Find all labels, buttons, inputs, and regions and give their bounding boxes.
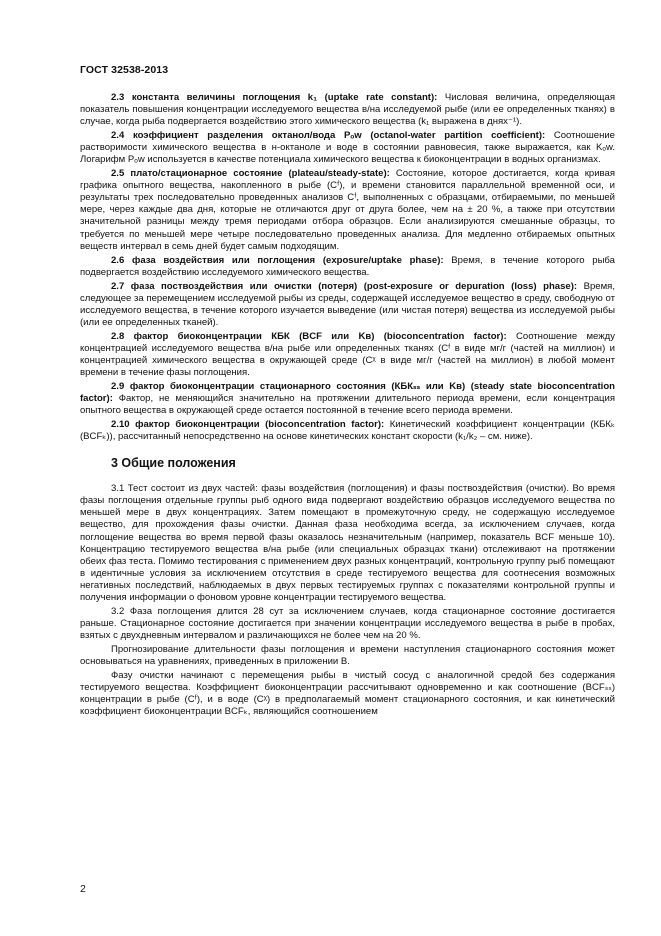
definition-item: [80, 92, 615, 128]
page-number: 2: [80, 883, 86, 895]
definition-term: 2.10 фактор биоконцентрации (bioconcentration factor):: [111, 419, 385, 431]
definition-term: 2.8 фактор биоконцентрации КБК (BCF или Kʙ) (bioconcentration factor):: [111, 330, 507, 342]
section-paragraph: Фазу очистки начинают с перемещения рыбы в чистый сосуд с аналогичной средой без содержания тестируемого вещества. Коэффициент биоконцентрации рассчитывают одновременно и как соотношение (BCFₛₛ) концентрации в рыбе (Cᶠ), и в воде (Cᵡ) в предполагаемый момент стационарного состояния, и как кинетический коэффициент биоконцентрации BCFₖ, являющийся соотношением: [80, 670, 615, 718]
section-heading: 3 Общие положения: [111, 456, 236, 471]
definition-item: [80, 130, 615, 166]
section-body: [80, 483, 615, 718]
definition-term: 2.3 константа величины поглощения k₁ (uptake rate constant):: [111, 92, 438, 103]
definition-text: Фактор, не меняющийся значительно на протяжении длительного периода времени, если концентрация опытного вещества в окружающей среде остается постоянной в течение всего периода времени.: [80, 393, 615, 417]
definition-term: 2.5 плато/стационарное состояние (plateau/steady-state):: [111, 168, 390, 180]
definition-item: [80, 381, 615, 417]
definition-term: 2.9 фактор биоконцентрации стационарного состояния (КБКₛₛ или Kʙ) (steady state bioconcentration factor):: [80, 381, 615, 405]
definition-item: [80, 331, 615, 379]
definition-item: [80, 168, 615, 252]
document-body: [80, 92, 615, 718]
definition-item: [80, 281, 615, 329]
section-paragraph: Прогнозирование длительности фазы поглощения и времени наступления стационарного состояния может основываться на уравнениях, приведенных в приложении В.: [80, 643, 615, 667]
definition-term: 2.6 фаза воздействия или поглощения (exposure/uptake phase):: [111, 254, 444, 266]
section-paragraph: 3.1 Тест состоит из двух частей: фазы воздействия (поглощения) и фазы поствоздействия (очистки). Во время фазы поглощения отдельные группы рыб одного вида подвергают воздействию образцов исследуемого вещества по меньшей мере в двух концентрациях. Затем помещают в промежуточную среду, не содержащую исследуемое вещество, для прохождения фазы очистки. Данная фаза необходима всегда, за исключением случаев, когда поглощение вещества во время первой фазы оказалось незначительным (например, показатель BCF меньше 10). Концентрацию тестируемого вещества в/на рыбе (или специальных образцах ткани) отслеживают на протяжении обеих фаз теста. Помимо тестирования с применением двух разных концентраций, контрольную группу рыб помещают в идентичные условия за исключением отсутствия в среде тестируемого вещества для соотнесения возможных негативных последствий, наблюдаемых в двух первых тестируемых группах с показателями контрольной группы и получения информации о фоновом уровне концентрации тестируемого вещества.: [80, 483, 615, 603]
definition-item: [80, 419, 615, 443]
section-paragraph: 3.2 Фаза поглощения длится 28 сут за исключением случаев, когда стационарное состояние достигается раньше. Стационарное состояние достигается при значении концентрации исследуемого вещества в рыбе в пробах, взятых с двухдневным интервалом и различающихся не более чем на 20 %.: [80, 605, 615, 641]
definition-text: Состояние, которое достигается, когда кривая графика опытного вещества, накопленного в рыбе (Cᶠ), и времени становится параллельной временной оси, и результаты трех последовательно проведенных анализов Cᶠ, выполненных с образцами, отбираемыми, по меньшей мере, через каждые два дня, которые не отличаются друг от друга более, чем на ± 20 %, а также при отсутствии значительной разницы между тремя периодами отбора образцов. Если анализируются смешанные образцы, то требуется по меньшей мере четыре последовательно проведенных анализа. Для медленно отбираемых опытных веществ интервал в семь дней будет самым подходящим.: [80, 168, 615, 252]
definition-text: Соотношение растворимости химического вещества в н-октаноле и воде в состоянии равновесия, также выражается, как Kₒw. Логарифм Pₒw используется в качестве потенциала химического вещества к биоконцентрации в водных организмах.: [80, 130, 615, 166]
definition-text: Время, в течение которого рыба подвергается воздействию исследуемого химического вещества.: [80, 254, 615, 278]
definition-text: Числовая величина, определяющая показатель повышения концентрации исследуемого вещества в/на исследуемой рыбе (или ее определенных тканях) в случае, когда рыба подвергается воздействию этого химического вещества (k₁ выражена в днях⁻¹).: [80, 92, 615, 128]
definitions-list: [80, 92, 615, 443]
definition-term: 2.4 коэффициент разделения октанол/вода Pₒw (octanol-water partition coefficient):: [111, 130, 546, 142]
definition-text: Время, следующее за перемещением исследуемой рыбы из среды, содержащей исследуемое вещество в среду, свободную от исследуемого вещества, в течение которого изучается выведение (или чистая потеря) вещества из исследуемой рыбы (или ее определенных тканей).: [80, 280, 615, 328]
definition-text: Соотношение между концентрацией исследуемого вещества в/на рыбе или определенных тканях (Cᶠ в виде мг/г (частей на миллион) и концентрацией химического вещества в окружающей среде (Cᵡ в виде мг/г (частей на миллион) в любой момент времени в течение фазы поглощения.: [80, 330, 615, 379]
definition-item: [80, 255, 615, 279]
definition-text: Кинетический коэффициент концентрации (КБКₖ (BCFₖ)), рассчитанный непосредственно на основе кинетических констант скорости (k₁/k₂ – см. ниже).: [80, 419, 616, 443]
definition-term: 2.7 фаза поствоздействия или очистки (потеря) (post-exposure or depuration (loss) phase):: [111, 280, 578, 292]
standard-header: ГОСТ 32538-2013: [80, 64, 169, 76]
